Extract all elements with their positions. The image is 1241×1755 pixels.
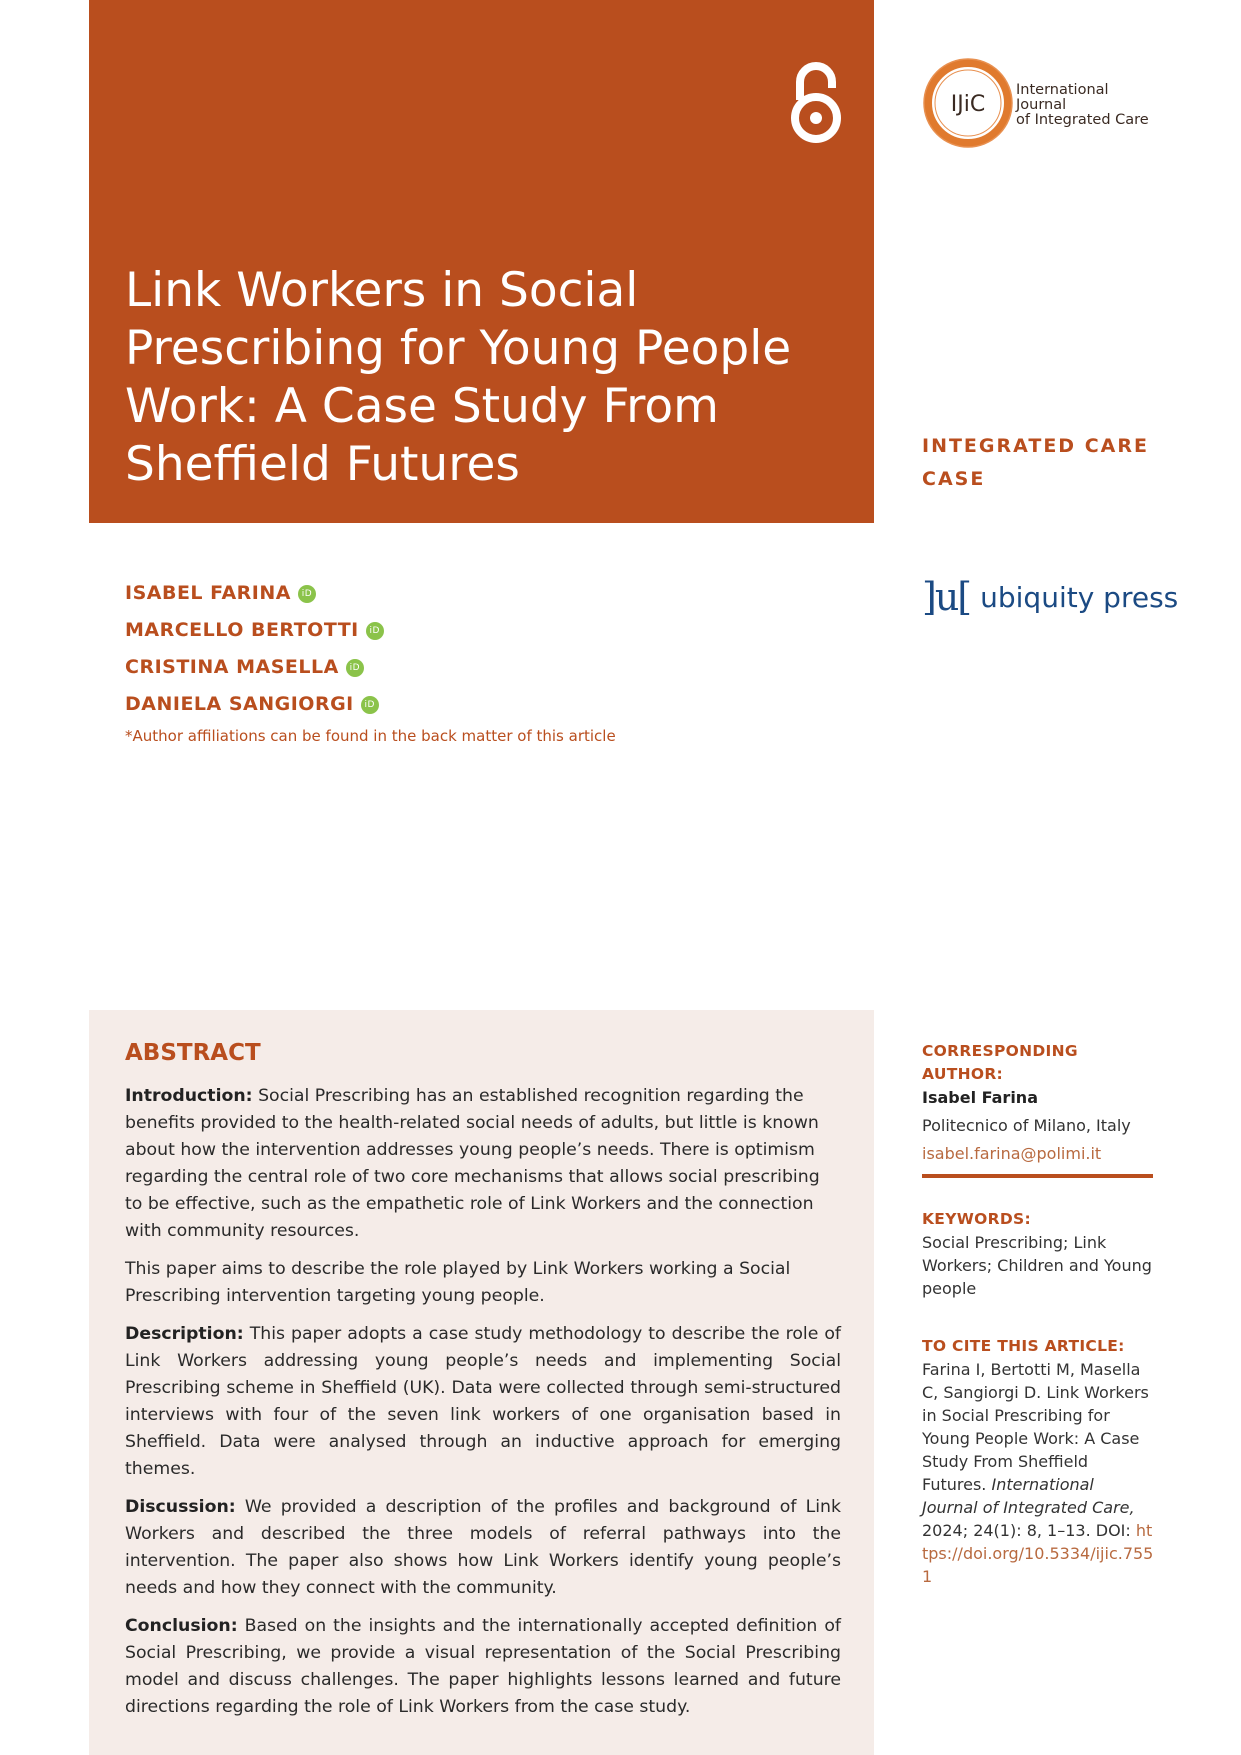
corresponding-heading: CORRESPONDING AUTHOR: xyxy=(922,1042,1078,1083)
doi-link[interactable]: https://doi.org/10.5334/ijic.7551 xyxy=(922,1521,1154,1586)
open-access-icon xyxy=(786,60,846,144)
paragraph-label: Description: xyxy=(125,1324,244,1344)
abstract-body xyxy=(125,1083,841,1732)
citation xyxy=(922,1335,1154,1588)
author-name[interactable]: CRISTINA MASELLA xyxy=(125,656,339,678)
cite-heading: TO CITE THIS ARTICLE: xyxy=(922,1337,1125,1355)
ubiquity-mark-icon: ]u[ xyxy=(922,575,971,619)
corresponding-name: Isabel Farina xyxy=(922,1088,1038,1107)
orcid-icon[interactable]: iD xyxy=(346,659,364,677)
abstract-heading: ABSTRACT xyxy=(125,1040,261,1066)
paragraph-text: This paper adopts a case study methodology to describe the role of Link Workers addressing young people’s needs and implementing Social Prescribing scheme in Sheffield (UK). Data were collected through semi-structured interviews with four of the seven link workers of one organisation based in Sheffield. Data were analysed through an inductive approach for emerging themes. xyxy=(125,1324,841,1479)
abstract-introduction xyxy=(125,1083,841,1245)
paragraph-label: Discussion: xyxy=(125,1497,236,1517)
orcid-icon[interactable]: iD xyxy=(361,696,379,714)
author-name[interactable]: ISABEL FARINA xyxy=(125,582,291,604)
svg-text:IJiC: IJiC xyxy=(950,92,986,117)
paragraph-text: This paper aims to describe the role played by Link Workers working a Social Prescribing intervention targeting young people. xyxy=(125,1259,791,1306)
cite-text xyxy=(922,1358,1154,1588)
corresponding-email-link[interactable]: isabel.farina@polimi.it xyxy=(922,1144,1102,1163)
author xyxy=(125,686,384,723)
author-name[interactable]: DANIELA SANGIORGI xyxy=(125,693,354,715)
author xyxy=(125,649,384,686)
journal-name-line2: of Integrated Care xyxy=(1016,112,1149,128)
abstract-description xyxy=(125,1321,841,1483)
affiliation-note: *Author affiliations can be found in the back matter of this article xyxy=(125,727,616,745)
cite-authors-title: Farina I, Bertotti M, Masella C, Sangiorgi D. Link Workers in Social Prescribing for Young People Work: A Case Study From Sheffield Futures. xyxy=(922,1360,1149,1494)
corresponding-affiliation: Politecnico of Milano, Italy xyxy=(922,1116,1131,1135)
journal-name-line1: International Journal xyxy=(1016,82,1109,113)
author-name[interactable]: MARCELLO BERTOTTI xyxy=(125,619,359,641)
orcid-icon[interactable]: iD xyxy=(366,622,384,640)
article-type-line2: CASE xyxy=(922,468,986,490)
abstract-discussion xyxy=(125,1494,841,1602)
keywords-heading: KEYWORDS: xyxy=(922,1210,1031,1228)
paragraph-label: Conclusion: xyxy=(125,1616,238,1636)
ijic-circle-logo-icon xyxy=(920,55,1016,151)
divider xyxy=(922,1174,1153,1178)
cite-journal: International Journal of Integrated Care, xyxy=(922,1475,1135,1517)
author xyxy=(125,575,384,612)
paragraph-text: We provided a description of the profiles and background of Link Workers and described the three models of referral pathways into the intervention. The paper also shows how Link Workers identify young people’s needs and how they connect with the community. xyxy=(125,1497,841,1598)
paragraph-text: Social Prescribing has an established recognition regarding the benefits provided to the health-related social needs of adults, but little is known about how the intervention addresses young people’s needs. There is optimism regarding the central role of two core mechanisms that allows social prescribing to be effective, such as the empathetic role of Link Workers and the connection with community resources. xyxy=(125,1086,820,1241)
abstract-conclusion xyxy=(125,1613,841,1721)
corresponding-author xyxy=(922,1040,1154,1165)
author xyxy=(125,612,384,649)
paragraph-text: Based on the insights and the internationally accepted definition of Social Prescribing, we provide a visual representation of the Social Prescribing model and discuss challenges. The paper highlights lessons learned and future directions regarding the role of Link Workers from the case study. xyxy=(125,1616,841,1717)
publisher-name: ubiquity press xyxy=(980,580,1179,614)
keywords-list: Social Prescribing; Link Workers; Children and Young people xyxy=(922,1233,1152,1298)
publisher-logo xyxy=(922,575,1178,619)
article-title: Link Workers in Social Prescribing for Young People Work: A Case Study From Sheffield Futures xyxy=(125,263,792,492)
journal-logo xyxy=(920,55,1160,151)
article-type-line1: INTEGRATED CARE xyxy=(922,435,1149,457)
keywords xyxy=(922,1208,1154,1300)
orcid-icon[interactable]: iD xyxy=(298,585,316,603)
cite-details: 2024; 24(1): 8, 1–13. DOI: xyxy=(922,1521,1136,1540)
article-type xyxy=(922,430,1149,496)
author-list xyxy=(125,575,384,723)
abstract-aim xyxy=(125,1256,841,1310)
paragraph-label: Introduction: xyxy=(125,1086,253,1106)
